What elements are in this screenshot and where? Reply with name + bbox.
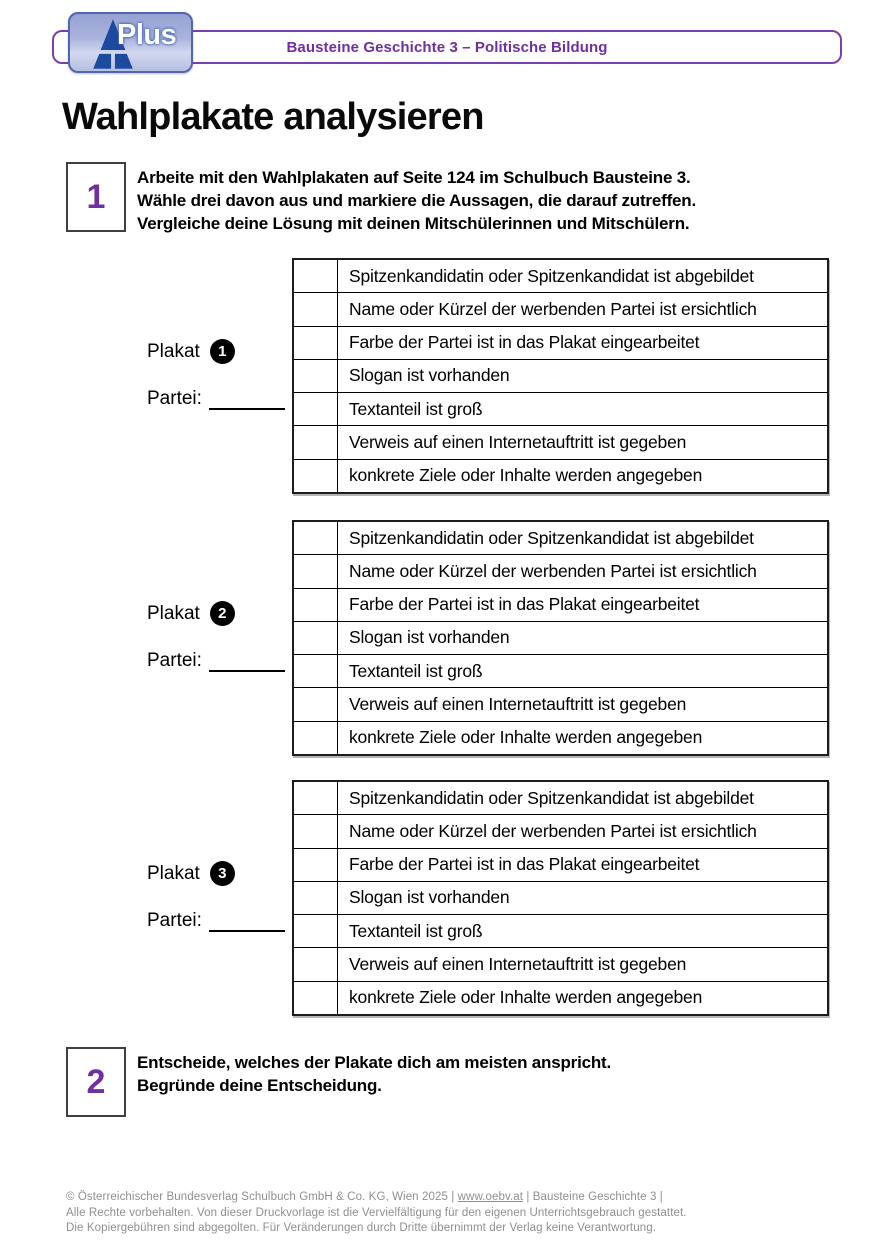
partei-2-word: Partei:: [147, 650, 202, 671]
page-title: Wahlplakate analysieren: [62, 96, 484, 138]
task-2-line-1: Entscheide, welches der Plakate dich am meisten anspricht.: [137, 1053, 612, 1072]
checkbox-cell[interactable]: [294, 915, 338, 947]
banner-title: Bausteine Geschichte 3 – Politische Bildung: [286, 38, 608, 56]
table-row: [294, 555, 827, 588]
task-2-number: 2: [86, 1062, 106, 1101]
table-row: [294, 260, 827, 293]
checklist-table-plakat-2: [292, 520, 829, 756]
table-row: [294, 688, 827, 721]
criterion-label: Textanteil ist groß: [349, 398, 483, 419]
table-row: [294, 815, 827, 848]
logo-plus-text: Plus: [117, 19, 177, 51]
checkbox-cell[interactable]: [294, 360, 338, 392]
partei-1-word: Partei:: [147, 388, 202, 409]
circled-number-2-icon: 2: [210, 601, 235, 626]
criterion-label: Farbe der Partei ist in das Plakat eingearbeitet: [349, 332, 700, 353]
table-row: [294, 460, 827, 492]
table-row: [294, 393, 827, 426]
criterion-label: Slogan ist vorhanden: [349, 365, 510, 386]
criterion-label: Farbe der Partei ist in das Plakat eingearbeitet: [349, 594, 700, 615]
criterion-label: Spitzenkandidatin oder Spitzenkandidat ist abgebildet: [349, 265, 754, 286]
task-2-number-box: [66, 1047, 126, 1117]
criterion-label: Name oder Kürzel der werbenden Partei ist ersichtlich: [349, 820, 757, 841]
task-2-line-2: Begründe deine Entscheidung.: [137, 1076, 382, 1096]
plakat-1-label: [147, 339, 235, 364]
task-1-number-box: [66, 162, 126, 232]
criterion-label: Farbe der Partei ist in das Plakat eingearbeitet: [349, 854, 700, 875]
checkbox-cell[interactable]: [294, 555, 338, 587]
table-row: [294, 915, 827, 948]
criterion-label: Name oder Kürzel der werbenden Partei ist ersichtlich: [349, 560, 757, 581]
oebv-link[interactable]: www.oebv.at: [457, 1191, 524, 1203]
plakat-2-label: [147, 601, 235, 626]
oebv-plus-logo: [68, 12, 193, 73]
table-row: [294, 327, 827, 360]
checkbox-cell[interactable]: [294, 393, 338, 425]
table-row: [294, 722, 827, 754]
partei-1-label: [147, 388, 285, 410]
plakat-1-word: Plakat: [147, 340, 200, 362]
checkbox-cell[interactable]: [294, 589, 338, 621]
checkbox-cell[interactable]: [294, 849, 338, 881]
footer-copyright-text: © Österreichischer Bundesverlag Schulbuch GmbH & Co. KG, Wien 2025 |: [66, 1191, 458, 1203]
checklist-table-plakat-1: [292, 258, 829, 494]
criterion-label: Slogan ist vorhanden: [349, 627, 510, 648]
checkbox-cell[interactable]: [294, 782, 338, 814]
task-1-line-3: Vergleiche deine Lösung mit deinen Mitschülerinnen und Mitschülern.: [137, 214, 690, 234]
table-row: [294, 982, 827, 1014]
task-1-line-1: Arbeite mit den Wahlplakaten auf Seite 124 im Schulbuch Bausteine 3.: [137, 168, 691, 187]
footer-series-text: | Bausteine Geschichte 3 |: [523, 1191, 663, 1203]
task-1-instructions: [137, 166, 696, 236]
criterion-label: Slogan ist vorhanden: [349, 887, 510, 908]
checkbox-cell[interactable]: [294, 622, 338, 654]
checkbox-cell[interactable]: [294, 882, 338, 914]
circled-number-1-icon: 1: [210, 339, 235, 364]
table-row: [294, 882, 827, 915]
partei-2-blank-field[interactable]: [209, 652, 285, 672]
checkbox-cell[interactable]: [294, 460, 338, 492]
criterion-label: konkrete Ziele oder Inhalte werden angegeben: [349, 465, 703, 486]
checkbox-cell[interactable]: [294, 426, 338, 458]
table-row: [294, 655, 827, 688]
checkbox-cell[interactable]: [294, 260, 338, 292]
checkbox-cell[interactable]: [294, 522, 338, 554]
partei-3-blank-field[interactable]: [209, 912, 285, 932]
plakat-3-word: Plakat: [147, 862, 200, 884]
table-row: [294, 522, 827, 555]
checkbox-cell[interactable]: [294, 815, 338, 847]
circled-number-3-icon: 3: [210, 861, 235, 886]
footer-line-2: Alle Rechte vorbehalten. Von dieser Druckvorlage ist die Vervielfältigung für den eigenen Unterrichtsgebrauch gestattet.: [66, 1206, 687, 1219]
plakat-3-label: [147, 861, 235, 886]
checkbox-cell[interactable]: [294, 982, 338, 1014]
criterion-label: Spitzenkandidatin oder Spitzenkandidat ist abgebildet: [349, 787, 754, 808]
partei-3-word: Partei:: [147, 910, 202, 931]
footer-line-1: [66, 1190, 846, 1206]
criterion-label: Verweis auf einen Internetauftritt ist gegeben: [349, 694, 687, 715]
criterion-label: konkrete Ziele oder Inhalte werden angegeben: [349, 727, 703, 748]
plakat-2-word: Plakat: [147, 602, 200, 624]
criterion-label: konkrete Ziele oder Inhalte werden angegeben: [349, 987, 703, 1008]
checkbox-cell[interactable]: [294, 948, 338, 980]
table-row: [294, 782, 827, 815]
table-row: [294, 426, 827, 459]
checkbox-cell[interactable]: [294, 722, 338, 754]
table-row: [294, 360, 827, 393]
task-2-instructions: [137, 1051, 611, 1097]
criterion-label: Textanteil ist groß: [349, 660, 483, 681]
table-row: [294, 849, 827, 882]
task-1-number: 1: [86, 177, 106, 216]
checklist-table-plakat-3: [292, 780, 829, 1016]
table-row: [294, 622, 827, 655]
table-row: [294, 948, 827, 981]
task-1-line-2: Wähle drei davon aus und markiere die Aussagen, die darauf zutreffen.: [137, 191, 696, 211]
criterion-label: Verweis auf einen Internetauftritt ist gegeben: [349, 954, 687, 975]
criterion-label: Spitzenkandidatin oder Spitzenkandidat ist abgebildet: [349, 527, 754, 548]
footer-line-3: Die Kopiergebühren sind abgegolten. Für Veränderungen durch Dritte übernimmt der Verlag keine Verantwortung.: [66, 1222, 656, 1234]
checkbox-cell[interactable]: [294, 293, 338, 325]
table-row: [294, 589, 827, 622]
checkbox-cell[interactable]: [294, 655, 338, 687]
table-row: [294, 293, 827, 326]
checkbox-cell[interactable]: [294, 327, 338, 359]
partei-1-blank-field[interactable]: [209, 390, 285, 410]
partei-2-label: [147, 650, 285, 672]
copyright-footer: [66, 1190, 846, 1237]
checkbox-cell[interactable]: [294, 688, 338, 720]
criterion-label: Name oder Kürzel der werbenden Partei ist ersichtlich: [349, 298, 757, 319]
partei-3-label: [147, 910, 285, 932]
criterion-label: Textanteil ist groß: [349, 920, 483, 941]
criterion-label: Verweis auf einen Internetauftritt ist gegeben: [349, 432, 687, 453]
